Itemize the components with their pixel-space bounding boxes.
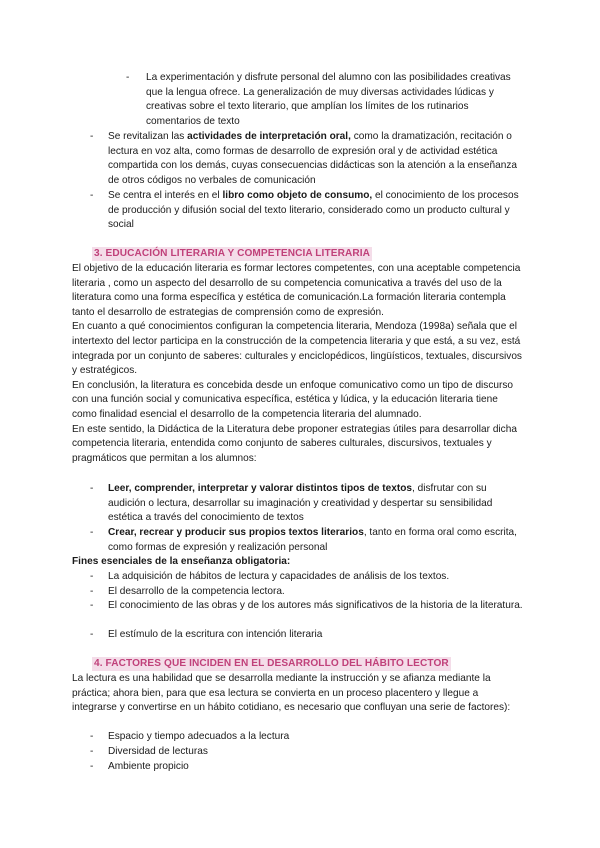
list-item <box>90 585 524 600</box>
section-heading: 3. EDUCACIÓN LITERARIA Y COMPETENCIA LITERARIA <box>94 248 371 259</box>
list-item-text: Diversidad de lecturas <box>108 746 208 757</box>
bullet-dash: - <box>90 629 94 640</box>
paragraph: La lectura es una habilidad que se desarrolla mediante la instrucción y se afianza mediante la práctica; ahora bien, para que esa lectura se convierta en un proceso placentero y llegue a integrarse y convertirse en un hábito cotidiano, es necesario que confluyan una serie de factores): <box>72 673 511 714</box>
list-item-text: Espacio y tiempo adecuados a la lectura <box>108 731 290 742</box>
list-item <box>90 570 524 585</box>
paragraph-block <box>72 262 524 466</box>
bullet-dash: - <box>90 746 94 757</box>
bullet-dash: - <box>126 72 130 83</box>
paragraph: En conclusión, la literatura es concebida desde un enfoque comunicativo como un tipo de discurso con una función social y comunicativa específica, estética y lúdica, y la educación literaria tiene como finalidad esencial el desarrollo de la competencia literaria del alumnado. <box>72 379 514 420</box>
paragraph-block <box>72 672 524 716</box>
fines-title: Fines esenciales de la enseñanza obligatoria: <box>72 556 291 567</box>
bullet-dash: - <box>90 586 94 597</box>
section-heading: 4. FACTORES QUE INCIDEN EN EL DESARROLLO DEL HÁBITO LECTOR <box>94 658 449 669</box>
paragraph: En cuanto a qué conocimientos configuran la competencia literaria, Mendoza (1998a) señala que el intertexto del lector participa en la construcción de la competencia literaria y que está, a su vez, está integrada por un conjunto de saberes: culturales y enciclopédicos, lingüísticos, textuales, discursivos y estratégicos. <box>72 321 522 377</box>
list-item <box>90 730 524 745</box>
list-item <box>90 599 524 614</box>
list-item <box>90 760 524 775</box>
paragraph: El objetivo de la educación literaria es formar lectores competentes, con una aceptable competencia literaria , como un aspecto del desarrollo de su competencia comunicativa a través del uso de la literatura como una forma específica y estética de comunicación.La formación literaria contempla tanto el desarrollo de estrategias de comprensión como de expresión. <box>72 263 521 318</box>
list-item-text: Crear, recrear y producir sus propios textos literarios, tanto en forma oral como escrita, como formas de expresión y realización personal <box>108 527 517 553</box>
list-item-text: Se centra el interés en el libro como objeto de consumo, el conocimiento de los procesos de producción y difusión social del texto literario, considerado como un producto cultural y social <box>108 190 519 231</box>
bullet-dash: - <box>90 483 94 494</box>
list-item-text: La adquisición de hábitos de lectura y capacidades de análisis de los textos. <box>108 571 450 582</box>
list-item-text: El estímulo de la escritura con intención literaria <box>108 629 323 640</box>
bullet-dash: - <box>90 761 94 772</box>
list-item-text: Ambiente propicio <box>108 761 189 772</box>
list-item <box>90 745 524 760</box>
bullet-dash: - <box>90 131 94 142</box>
list-item-text: El conocimiento de las obras y de los autores más significativos de la historia de la literatura. <box>108 600 523 611</box>
list-item <box>90 628 524 643</box>
bullet-dash: - <box>90 190 94 201</box>
bullet-dash: - <box>90 571 94 582</box>
bullet-dash: - <box>90 527 94 538</box>
list-item <box>90 130 522 188</box>
list-item-text: La experimentación y disfrute personal del alumno con las posibilidades creativas que la lengua ofrece. La generalización de muy diversas actividades lúdicas y creativas sobre el texto literario, que amplían los límites de los rutinarios comentarios de texto <box>146 72 511 127</box>
list-item <box>90 482 524 526</box>
paragraph: En este sentido, la Didáctica de la Literatura debe proponer estrategias útiles para desarrollar dicha competencia literaria, entendida como conjunto de saberes culturales, discursivos, textuales y pragmáticos que permitan a los alumnos: <box>72 423 517 464</box>
list-item-text: Leer, comprender, interpretar y valorar distintos tipos de textos, disfrutar con su audición o lectura, desarrollar su imaginación y creatividad y despertar su sensibilidad estética a través del conocimiento de textos <box>108 483 493 524</box>
bullet-dash: - <box>90 731 94 742</box>
list-item <box>126 71 516 129</box>
list-item-text: Se revitalizan las actividades de interpretación oral, como la dramatización, recitación o lectura en voz alta, como formas de desarrollo de expresión oral y de actividad estética compartida con los demás, cuyas consecuencias didácticas son la atención a la enseñanza de otros códigos no verbales de comunicación <box>108 131 518 186</box>
list-item <box>90 189 522 233</box>
list-item <box>90 526 524 555</box>
bullet-dash: - <box>90 600 94 611</box>
list-item-text: El desarrollo de la competencia lectora. <box>108 586 285 597</box>
